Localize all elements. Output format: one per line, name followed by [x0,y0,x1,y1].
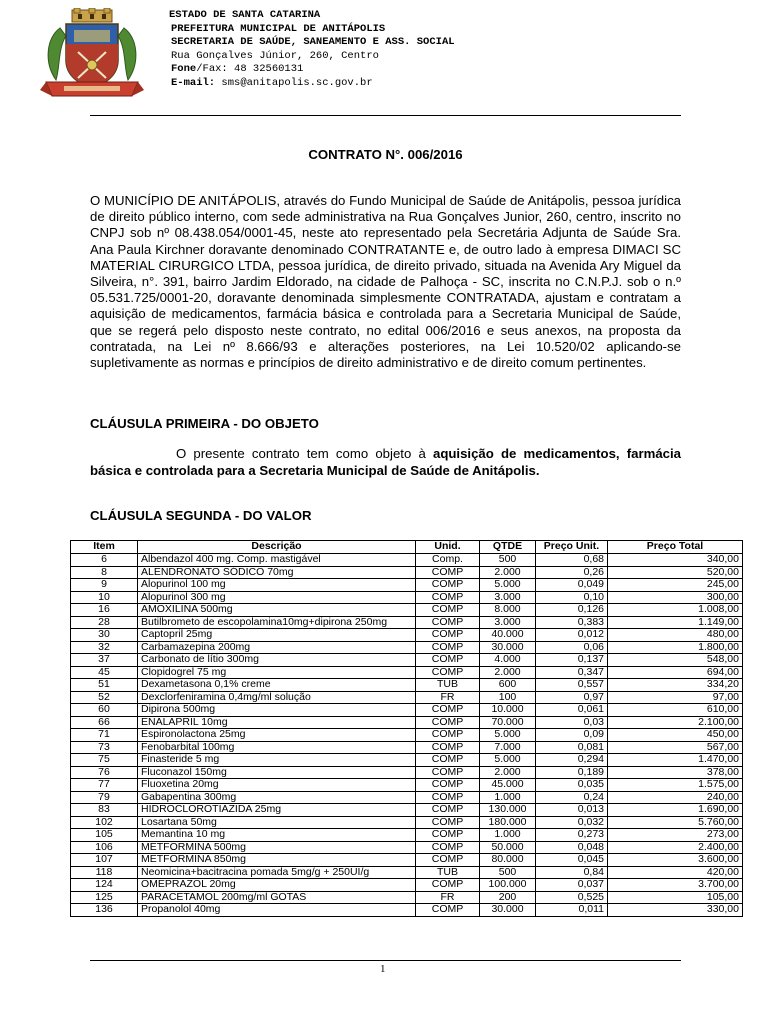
cell-total-price: 1.800,00 [608,641,743,654]
clause-two-heading: CLÁUSULA SEGUNDA - DO VALOR [90,508,312,523]
cell-unit: COMP [416,779,480,792]
table-row [71,854,743,867]
cell-total-price: 334,20 [608,679,743,692]
cell-item: 45 [71,666,138,679]
cell-total-price: 450,00 [608,729,743,742]
col-header-unit-price: Preço Unit. [536,541,608,554]
cell-unit-price: 0,049 [536,579,608,592]
cell-description: METFORMINA 850mg [138,854,416,867]
cell-quantity: 10.000 [480,704,536,717]
cell-unit: Comp. [416,554,480,567]
cell-item: 32 [71,641,138,654]
cell-unit-price: 0,048 [536,841,608,854]
table-row [71,654,743,667]
cell-unit: TUB [416,679,480,692]
cell-unit-price: 0,011 [536,904,608,917]
cell-total-price: 420,00 [608,866,743,879]
cell-item: 6 [71,554,138,567]
table-row [71,879,743,892]
cell-unit-price: 0,273 [536,829,608,842]
table-row [71,729,743,742]
cell-item: 77 [71,779,138,792]
cell-total-price: 1.008,00 [608,604,743,617]
cell-total-price: 105,00 [608,891,743,904]
cell-item: 83 [71,804,138,817]
cell-description: Fluoxetina 20mg [138,779,416,792]
cell-item: 71 [71,729,138,742]
cell-total-price: 694,00 [608,666,743,679]
cell-quantity: 80.000 [480,854,536,867]
cell-unit: COMP [416,641,480,654]
cell-total-price: 378,00 [608,766,743,779]
cell-unit: COMP [416,741,480,754]
cell-unit: COMP [416,829,480,842]
table-row [71,704,743,717]
header-phone: /Fax: 48 32560131 [196,63,304,76]
cell-quantity: 50.000 [480,841,536,854]
cell-unit: COMP [416,754,480,767]
cell-item: 105 [71,829,138,842]
cell-unit: COMP [416,816,480,829]
cell-unit-price: 0,037 [536,879,608,892]
cell-unit: COMP [416,791,480,804]
header-email: sms@anitapolis.sc.gov.br [215,76,373,89]
cell-unit-price: 0,10 [536,591,608,604]
cell-total-price: 3.600,00 [608,854,743,867]
cell-quantity: 30.000 [480,641,536,654]
table-row [71,604,743,617]
cell-item: 16 [71,604,138,617]
col-header-total-price: Preço Total [608,541,743,554]
municipal-coat-of-arms [38,8,146,100]
cell-quantity: 30.000 [480,904,536,917]
cell-unit-price: 0,012 [536,629,608,642]
cell-quantity: 2.000 [480,766,536,779]
cell-total-price: 340,00 [608,554,743,567]
cell-total-price: 520,00 [608,566,743,579]
header-state: ESTADO DE SANTA CATARINA [169,9,321,21]
cell-description: METFORMINA 500mg [138,841,416,854]
cell-unit-price: 0,294 [536,754,608,767]
table-row [71,554,743,567]
cell-quantity: 5.000 [480,754,536,767]
cell-description: Carbonato de lítio 300mg [138,654,416,667]
cell-description: Gabapentina 300mg [138,791,416,804]
cell-unit: FR [416,891,480,904]
cell-quantity: 3.000 [480,591,536,604]
cell-item: 75 [71,754,138,767]
cell-unit: COMP [416,904,480,917]
cell-quantity: 3.000 [480,616,536,629]
cell-unit: COMP [416,716,480,729]
cell-total-price: 567,00 [608,741,743,754]
cell-unit: COMP [416,604,480,617]
cell-quantity: 4.000 [480,654,536,667]
page-number: 1 [380,963,386,975]
cell-quantity: 200 [480,891,536,904]
table-row [71,866,743,879]
cell-unit-price: 0,84 [536,866,608,879]
cell-unit-price: 0,24 [536,791,608,804]
cell-unit-price: 0,035 [536,779,608,792]
header-phone-label: Fone [171,63,197,76]
cell-description: Propanolol 40mg [138,904,416,917]
cell-item: 136 [71,904,138,917]
cell-description: Alopurinol 100 mg [138,579,416,592]
cell-item: 102 [71,816,138,829]
cell-total-price: 240,00 [608,791,743,804]
table-row [71,804,743,817]
cell-description: Espironolactona 25mg [138,729,416,742]
cell-description: AMOXILINA 500mg [138,604,416,617]
cell-unit: COMP [416,879,480,892]
table-row [71,791,743,804]
cell-item: 8 [71,566,138,579]
cell-unit: COMP [416,666,480,679]
cell-unit-price: 0,06 [536,641,608,654]
cell-description: Clopidogrel 75 mg [138,666,416,679]
cell-description: Fenobarbital 100mg [138,741,416,754]
cell-unit: COMP [416,629,480,642]
cell-quantity: 130.000 [480,804,536,817]
col-header-unit: Unid. [416,541,480,554]
cell-item: 107 [71,854,138,867]
cell-quantity: 45.000 [480,779,536,792]
cell-unit: COMP [416,804,480,817]
cell-total-price: 245,00 [608,579,743,592]
cell-unit: COMP [416,704,480,717]
cell-total-price: 300,00 [608,591,743,604]
cell-quantity: 2.000 [480,666,536,679]
clause-one-object: aquisição de medicamentos, farmácia básica e controlada para a Secretaria Municipal de Saúde de Anitápolis. [90,446,681,478]
cell-item: 79 [71,791,138,804]
cell-description: Butilbrometo de escopolamina10mg+dipirona 250mg [138,616,416,629]
cell-total-price: 330,00 [608,904,743,917]
table-row [71,691,743,704]
cell-description: Dexametasona 0,1% creme [138,679,416,692]
cell-item: 66 [71,716,138,729]
table-row [71,841,743,854]
cell-description: PARACETAMOL 200mg/ml GOTAS [138,891,416,904]
cell-unit-price: 0,347 [536,666,608,679]
cell-item: 9 [71,579,138,592]
table-row [71,566,743,579]
header-address: Rua Gonçalves Júnior, 260, Centro [171,49,379,62]
cell-description: Losartana 50mg [138,816,416,829]
cell-total-price: 480,00 [608,629,743,642]
cell-unit-price: 0,97 [536,691,608,704]
cell-total-price: 5.760,00 [608,816,743,829]
cell-unit-price: 0,137 [536,654,608,667]
col-header-item: Item [71,541,138,554]
table-row [71,741,743,754]
table-row [71,629,743,642]
cell-unit-price: 0,126 [536,604,608,617]
cell-unit-price: 0,26 [536,566,608,579]
clause-one-body [90,446,681,479]
cell-description: Albendazol 400 mg. Comp. mastigável [138,554,416,567]
cell-item: 10 [71,591,138,604]
cell-unit-price: 0,68 [536,554,608,567]
header-email-label: E-mail: [171,76,216,89]
cell-item: 76 [71,766,138,779]
cell-description: HIDROCLOROTIAZIDA 25mg [138,804,416,817]
cell-item: 60 [71,704,138,717]
cell-description: OMEPRAZOL 20mg [138,879,416,892]
cell-item: 106 [71,841,138,854]
cell-unit-price: 0,045 [536,854,608,867]
cell-quantity: 100 [480,691,536,704]
cell-quantity: 5.000 [480,579,536,592]
price-table [70,540,743,917]
cell-item: 73 [71,741,138,754]
cell-unit: FR [416,691,480,704]
cell-total-price: 1.470,00 [608,754,743,767]
cell-total-price: 1.575,00 [608,779,743,792]
cell-total-price: 548,00 [608,654,743,667]
col-header-description: Descrição [138,541,416,554]
cell-item: 51 [71,679,138,692]
cell-description: Dipirona 500mg [138,704,416,717]
cell-description: Dexclorfeniramina 0,4mg/ml solução [138,691,416,704]
cell-item: 28 [71,616,138,629]
table-body [71,554,743,917]
cell-total-price: 2.400,00 [608,841,743,854]
cell-unit: COMP [416,854,480,867]
cell-quantity: 5.000 [480,729,536,742]
cell-quantity: 600 [480,679,536,692]
header-divider [90,115,681,116]
table-row [71,716,743,729]
cell-unit-price: 0,013 [536,804,608,817]
cell-description: Carbamazepina 200mg [138,641,416,654]
cell-unit-price: 0,525 [536,891,608,904]
cell-item: 30 [71,629,138,642]
cell-description: Captopril 25mg [138,629,416,642]
cell-quantity: 500 [480,554,536,567]
cell-quantity: 1.000 [480,791,536,804]
table-row [71,816,743,829]
cell-quantity: 8.000 [480,604,536,617]
cell-total-price: 1.690,00 [608,804,743,817]
cell-description: Fluconazol 150mg [138,766,416,779]
cell-total-price: 273,00 [608,829,743,842]
footer-divider [90,960,681,961]
clause-one-heading: CLÁUSULA PRIMEIRA - DO OBJETO [90,416,319,431]
table-row [71,891,743,904]
header-secretariat: SECRETARIA DE SAÚDE, SANEAMENTO E ASS. SOCIAL [171,36,455,49]
cell-unit-price: 0,03 [536,716,608,729]
cell-quantity: 70.000 [480,716,536,729]
cell-unit: COMP [416,729,480,742]
cell-description: ALENDRONATO SÓDICO 70mg [138,566,416,579]
table-header-row [71,541,743,554]
clause-one-text: O presente contrato tem como objeto à [176,446,433,461]
cell-unit-price: 0,081 [536,741,608,754]
cell-description: ENALAPRIL 10mg [138,716,416,729]
cell-unit-price: 0,383 [536,616,608,629]
letterhead [0,0,770,110]
cell-unit: COMP [416,579,480,592]
table-row [71,579,743,592]
col-header-quantity: QTDE [480,541,536,554]
cell-quantity: 180.000 [480,816,536,829]
table-row [71,766,743,779]
cell-description: Memantina 10 mg [138,829,416,842]
cell-item: 37 [71,654,138,667]
table-row [71,641,743,654]
table-row [71,679,743,692]
cell-unit: COMP [416,591,480,604]
cell-item: 118 [71,866,138,879]
cell-unit-price: 0,061 [536,704,608,717]
cell-item: 125 [71,891,138,904]
cell-description: Neomicina+bacitracina pomada 5mg/g + 250UI/g [138,866,416,879]
cell-unit: COMP [416,566,480,579]
table-row [71,779,743,792]
table-row [71,616,743,629]
table-row [71,904,743,917]
cell-unit: TUB [416,866,480,879]
cell-total-price: 1.149,00 [608,616,743,629]
cell-quantity: 100.000 [480,879,536,892]
cell-unit: COMP [416,654,480,667]
cell-description: Finasteride 5 mg [138,754,416,767]
header-prefecture: PREFEITURA MUNICIPAL DE ANITÁPOLIS [171,22,386,35]
contract-title: CONTRATO N°. 006/2016 [308,147,463,162]
cell-unit-price: 0,557 [536,679,608,692]
cell-total-price: 2.100,00 [608,716,743,729]
cell-quantity: 40.000 [480,629,536,642]
table-row [71,666,743,679]
letterhead-text [169,9,455,91]
cell-quantity: 1.000 [480,829,536,842]
cell-description: Alopurinol 300 mg [138,591,416,604]
cell-total-price: 97,00 [608,691,743,704]
contract-preamble: O MUNICÍPIO DE ANITÁPOLIS, através do Fundo Municipal de Saúde de Anitápolis, pessoa jurídica de direito público interno, com sede administrativa na Rua Gonçalves Junior, 260, centro, inscrito no CNPJ sob nº 08.438.054/0001-45, neste ato representado pela Secretária Adjunta de Saúde Sra. Ana Paula Kirchner doravante denominado CONTRATANTE e, de outro lado à empresa DIMACI SC MATERIAL CIRURGICO LTDA, pessoa jurídica, de direito privado, situada na Avenida Ary Miguel da Silveira, n°. 391, bairro Jardim Eldorado, na cidade de Palhoça - SC, inscrita no C.N.P.J. sob o n.º 05.531.725/0001-20, doravante denominada simplesmente CONTRATADA, ajustam e contratam a aquisição de medicamentos, farmácia básica e controlada para a Secretaria Municipal de Saúde, que se regerá pelo disposto neste contrato, no edital 006/2016 e seus anexos, na proposta da contratada, na Lei nº 8.666/93 e alterações posteriores, na Lei 10.520/02 aplicando-se supletivamente as normas e princípios de direito administrativo e de direito comum pertinentes. [90,193,681,371]
table-row [71,829,743,842]
cell-unit: COMP [416,616,480,629]
table-row [71,754,743,767]
cell-unit-price: 0,189 [536,766,608,779]
cell-quantity: 7.000 [480,741,536,754]
cell-unit-price: 0,09 [536,729,608,742]
cell-unit: COMP [416,841,480,854]
cell-quantity: 500 [480,866,536,879]
cell-total-price: 610,00 [608,704,743,717]
table-row [71,591,743,604]
cell-item: 52 [71,691,138,704]
cell-unit: COMP [416,766,480,779]
cell-quantity: 2.000 [480,566,536,579]
cell-item: 124 [71,879,138,892]
cell-unit-price: 0,032 [536,816,608,829]
cell-total-price: 3.700,00 [608,879,743,892]
